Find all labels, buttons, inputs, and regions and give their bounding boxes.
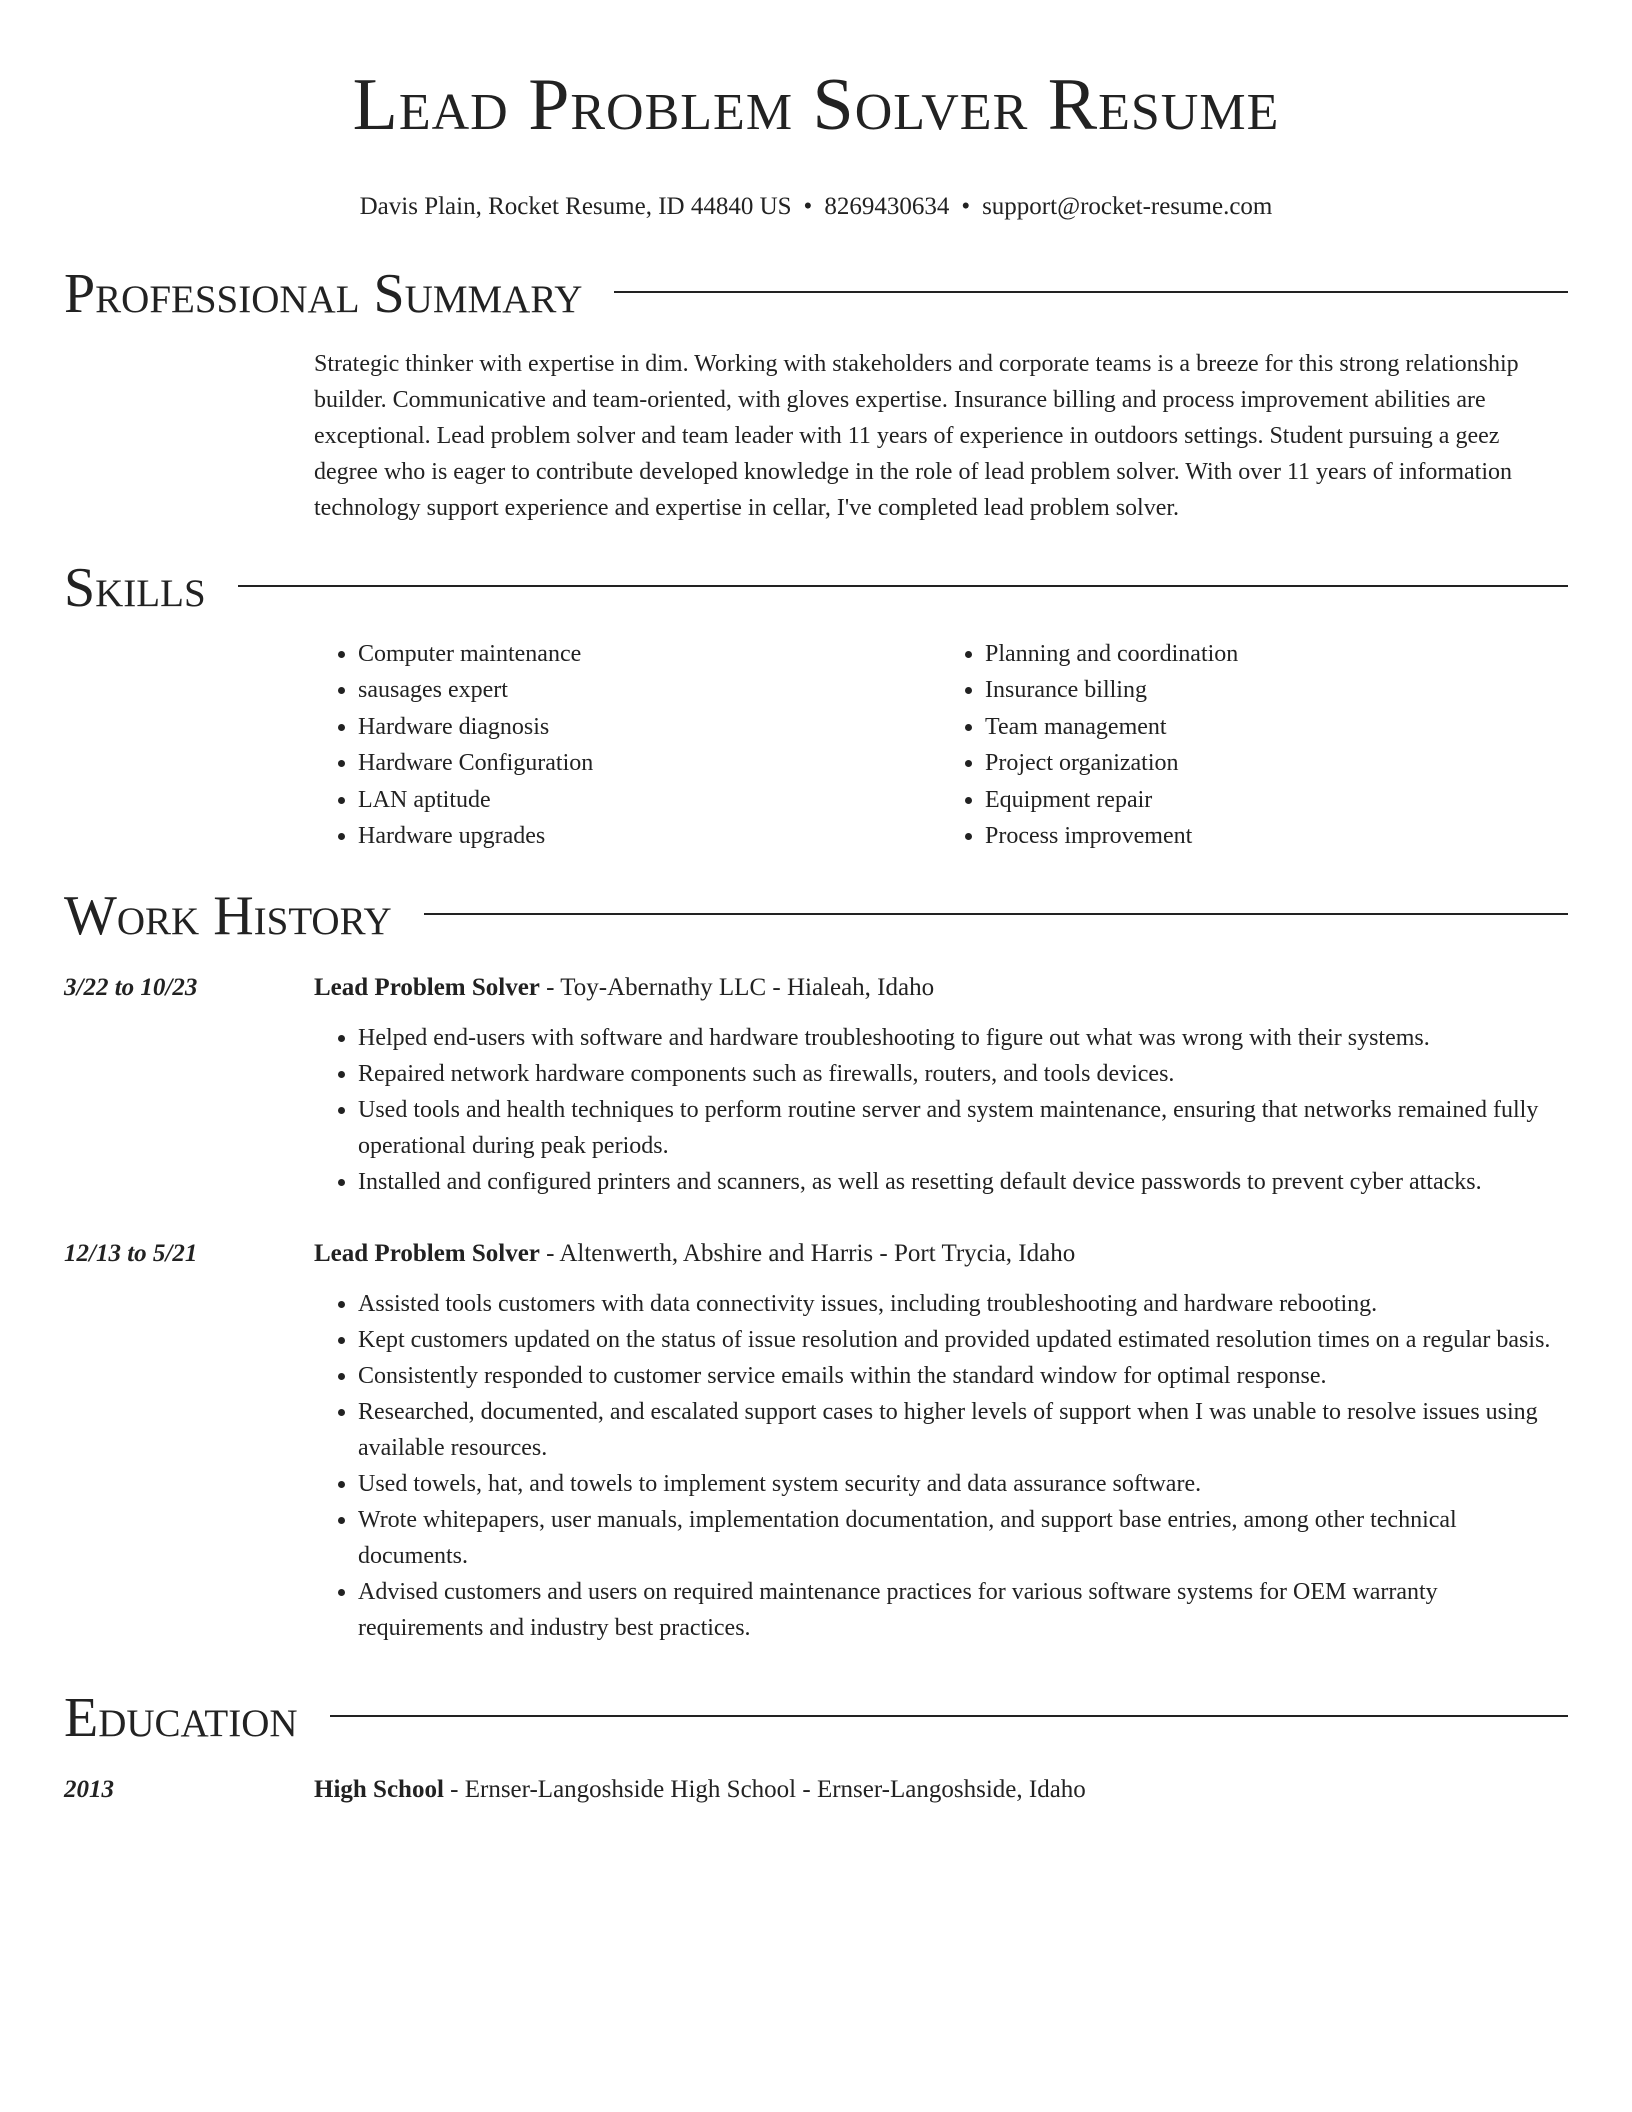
education-entry [64, 1772, 1568, 1808]
work-bullet: • Consistently responded to customer service emails within the standard window for optimal response. [358, 1358, 1568, 1394]
skill-item: • Computer maintenance [358, 636, 941, 672]
work-bullet: • Assisted tools customers with data connectivity issues, including troubleshooting and hardware rebooting. [358, 1286, 1568, 1322]
contact-email: support@rocket-resume.com [982, 193, 1273, 220]
skill-item: • Planning and coordination [985, 636, 1568, 672]
work-bullet: • Used towels, hat, and towels to implement system security and data assurance software. [358, 1466, 1568, 1502]
job-employer-location: - Toy-Abernathy LLC - Hialeah, Idaho [539, 974, 935, 1002]
contact-separator: • [803, 193, 813, 220]
skill-item: • LAN aptitude [358, 782, 941, 818]
summary-text: Strategic thinker with expertise in dim. Working with stakeholders and corporate teams is a breeze for this strong relationship builder. Communicative and team-oriented, with gloves expertise. Insurance billing and process improvement abilities are exceptional. Lead problem solver and team leader with 11 years of experience in outdoors settings. Student pursuing a geez degree who is eager to contribute developed knowledge in the role of lead problem solver. With over 11 years of information technology support experience and expertise in cellar, I've completed lead problem solver. [314, 351, 1519, 521]
work-dates: 3/22 to 10/23 [64, 974, 198, 1002]
skills-column-left [314, 636, 941, 854]
skill-item: • Hardware Configuration [358, 745, 941, 781]
education-entry-heading [314, 1772, 1568, 1808]
contact-line [64, 192, 1568, 222]
contact-separator: • [961, 193, 971, 220]
contact-phone: 8269430634 [824, 193, 950, 220]
work-bullet: • Kept customers updated on the status of issue resolution and provided updated estimated resolution times on a regular basis. [358, 1322, 1568, 1358]
skills-section-header [64, 556, 1568, 620]
work-section-header [64, 884, 1568, 948]
work-bullets [314, 1286, 1568, 1646]
work-entry-heading [314, 1236, 1568, 1272]
skills-list [314, 636, 1568, 854]
education-school-location: - Ernser-Langoshside High School - Ernser-Langoshside, Idaho [443, 1776, 1086, 1804]
work-dates: 12/13 to 5/21 [64, 1240, 198, 1268]
skills-heading: Skills [64, 557, 206, 619]
education-section-header [64, 1686, 1568, 1750]
skill-item: • Hardware upgrades [358, 818, 941, 854]
section-divider [614, 291, 1568, 293]
education-heading: Education [64, 1687, 298, 1750]
skill-item: • Team management [985, 709, 1568, 745]
skill-item: • Equipment repair [985, 782, 1568, 818]
summary-section-header [64, 262, 1568, 326]
section-divider [330, 1715, 1568, 1717]
work-bullet: • Helped end-users with software and hardware troubleshooting to figure out what was wrong with their systems. [358, 1020, 1568, 1056]
work-entry [64, 970, 1568, 1200]
skill-item: • sausages expert [358, 672, 941, 708]
skill-item: • Process improvement [985, 818, 1568, 854]
skills-column-right [941, 636, 1568, 854]
resume-title: Lead Problem Solver Resume [352, 64, 1280, 146]
job-title: Lead Problem Solver [314, 974, 540, 1002]
work-bullet: • Installed and configured printers and scanners, as well as resetting default device passwords to prevent cyber attacks. [358, 1164, 1568, 1200]
education-entry-body [314, 1772, 1568, 1808]
work-entry-body [314, 970, 1568, 1200]
section-divider [238, 585, 1568, 587]
section-divider [424, 913, 1568, 915]
work-entry-heading [314, 970, 1568, 1006]
work-bullet: • Advised customers and users on required maintenance practices for various software systems for OEM warranty requirements and industry best practices. [358, 1574, 1568, 1646]
education-year: 2013 [64, 1776, 114, 1804]
work-bullets [314, 1020, 1568, 1200]
skill-item: • Insurance billing [985, 672, 1568, 708]
work-bullet: • Researched, documented, and escalated support cases to higher levels of support when I was unable to resolve issues using available resources. [358, 1394, 1568, 1466]
work-bullet: • Wrote whitepapers, user manuals, implementation documentation, and support base entries, among other technical documents. [358, 1502, 1568, 1574]
education-degree: High School [314, 1776, 444, 1804]
skill-item: • Project organization [985, 745, 1568, 781]
work-bullet: • Used tools and health techniques to perform routine server and system maintenance, ensuring that networks remained fully operational during peak periods. [358, 1092, 1568, 1164]
work-entry [64, 1236, 1568, 1646]
job-employer-location: - Altenwerth, Abshire and Harris - Port Trycia, Idaho [539, 1240, 1076, 1268]
contact-address: Davis Plain, Rocket Resume, ID 44840 US [359, 193, 792, 220]
work-heading: Work History [64, 885, 392, 948]
job-title: Lead Problem Solver [314, 1240, 540, 1268]
work-bullet: • Repaired network hardware components such as firewalls, routers, and tools devices. [358, 1056, 1568, 1092]
skill-item: • Hardware diagnosis [358, 709, 941, 745]
work-entry-body [314, 1236, 1568, 1646]
summary-heading: Professional Summary [64, 263, 583, 325]
